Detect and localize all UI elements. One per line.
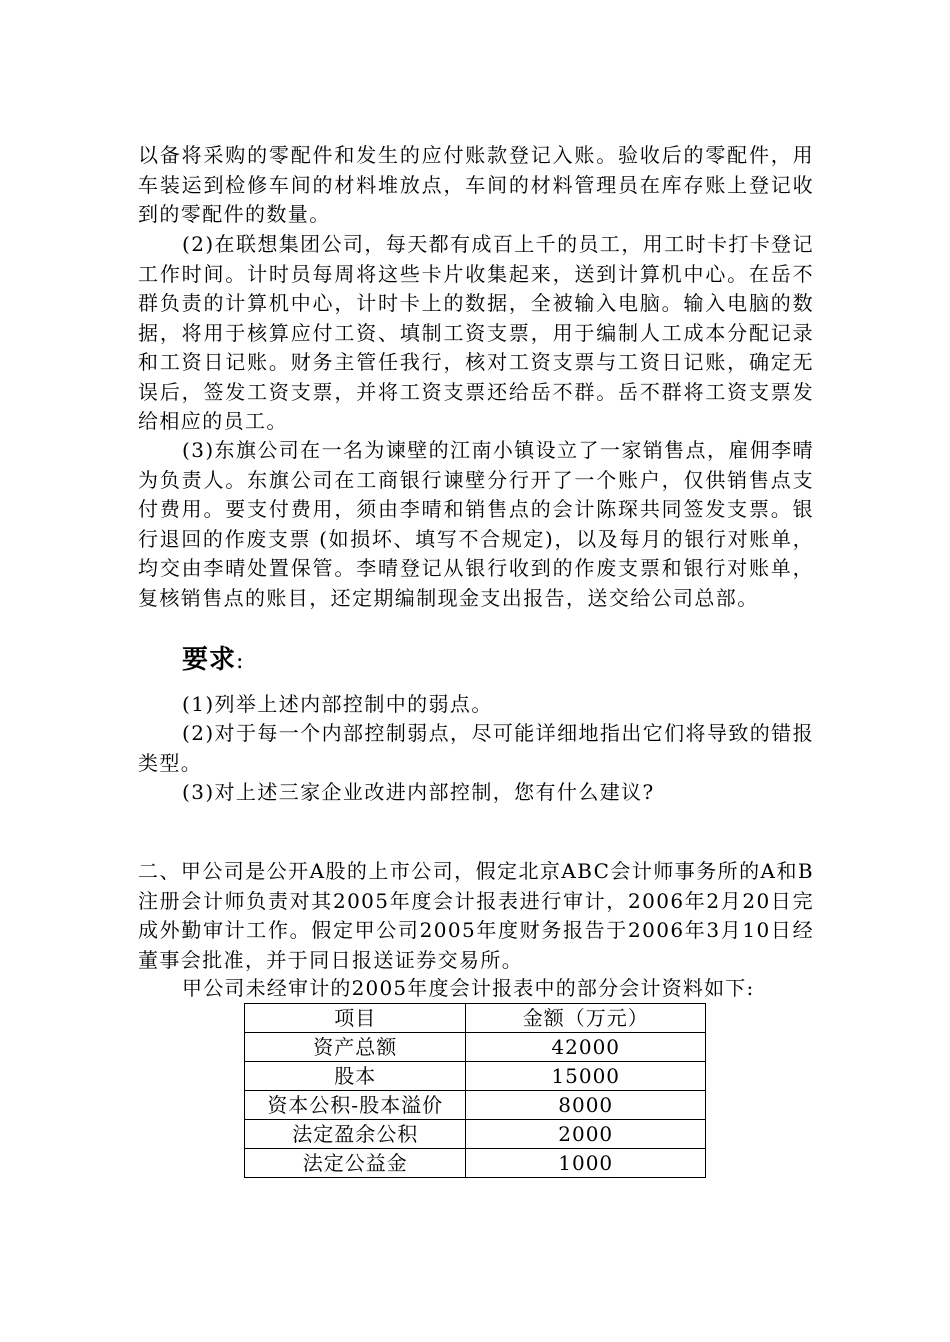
accounting-data-table bbox=[244, 1003, 706, 1178]
table-row bbox=[245, 1033, 706, 1062]
table-row bbox=[245, 1062, 706, 1091]
requirements-heading-colon: : bbox=[236, 649, 245, 674]
paragraph-case-2: (2)在联想集团公司，每天都有成百上千的员工，用工时卡打卡登记工作时间。计时员每周将这些卡片收集起来，送到计算机中心。在岳不群负责的计算机中心，计时卡上的数据，全被输入电脑。输入电脑的数据，将用于核算应付工资、填制工资支票，用于编制人工成本分配记录和工资日记账。财务主管任我行，核对工资支票与工资日记账，确定无误后，签发工资支票，并将工资支票还给岳不群。岳不群将工资支票发给相应的员工。 bbox=[138, 232, 814, 433]
table-cell-amount: 1000 bbox=[466, 1149, 706, 1178]
table-row bbox=[245, 1149, 706, 1178]
table-cell-amount: 15000 bbox=[466, 1062, 706, 1091]
requirements-heading bbox=[182, 642, 244, 680]
table-cell-item: 资本公积-股本溢价 bbox=[245, 1091, 466, 1120]
requirements-heading-text: 要求 bbox=[182, 645, 237, 675]
table-row bbox=[245, 1120, 706, 1149]
table-cell-amount: 2000 bbox=[466, 1120, 706, 1149]
table-cell-item: 资产总额 bbox=[245, 1033, 466, 1062]
paragraph-case-1-continuation: 以备将采购的零配件和发生的应付账款登记入账。验收后的零配件，用车装运到检修车间的材料堆放点，车间的材料管理员在库存账上登记收到的零配件的数量。 bbox=[138, 143, 814, 226]
table-row bbox=[245, 1091, 706, 1120]
requirement-item-2: (2)对于每一个内部控制弱点，尽可能详细地指出它们将导致的错报类型。 bbox=[138, 721, 814, 775]
table-cell-amount: 8000 bbox=[466, 1091, 706, 1120]
table-header-item: 项目 bbox=[245, 1004, 466, 1033]
paragraph-case-3: (3)东旗公司在一名为谏壁的江南小镇设立了一家销售点，雇佣李晴为负责人。东旗公司在工商银行谏壁分行开了一个账户，仅供销售点支付费用。要支付费用，须由李晴和销售点的会计陈琛共同签发支票。银行退回的作废支票 (如损坏、填写不合规定)，以及每月的银行对账单，均交由李晴处置保管。李晴登记从银行收到的作废支票和银行对账单，复核销售点的账目，还定期编制现金支出报告，送交给公司总部。 bbox=[138, 438, 814, 610]
table-header-amount: 金额（万元） bbox=[466, 1004, 706, 1033]
table-cell-amount: 42000 bbox=[466, 1033, 706, 1062]
table-header-row bbox=[245, 1004, 706, 1033]
table-cell-item: 股本 bbox=[245, 1062, 466, 1091]
table-cell-item: 法定盈余公积 bbox=[245, 1120, 466, 1149]
section-2-paragraph: 二、甲公司是公开A股的上市公司，假定北京ABC会计师事务所的A和B注册会计师负责对其2005年度会计报表进行审计，2006年2月20日完成外勤审计工作。假定甲公司2005年度财务报告于2006年3月10日经董事会批准，并于同日报送证券交易所。 bbox=[138, 859, 814, 972]
table-cell-item: 法定公益金 bbox=[245, 1149, 466, 1178]
requirement-item-1: (1)列举上述内部控制中的弱点。 bbox=[182, 692, 493, 716]
table-intro: 甲公司未经审计的2005年度会计报表中的部分会计资料如下: bbox=[182, 976, 755, 1000]
requirement-item-3: (3)对上述三家企业改进内部控制，您有什么建议? bbox=[182, 780, 655, 804]
